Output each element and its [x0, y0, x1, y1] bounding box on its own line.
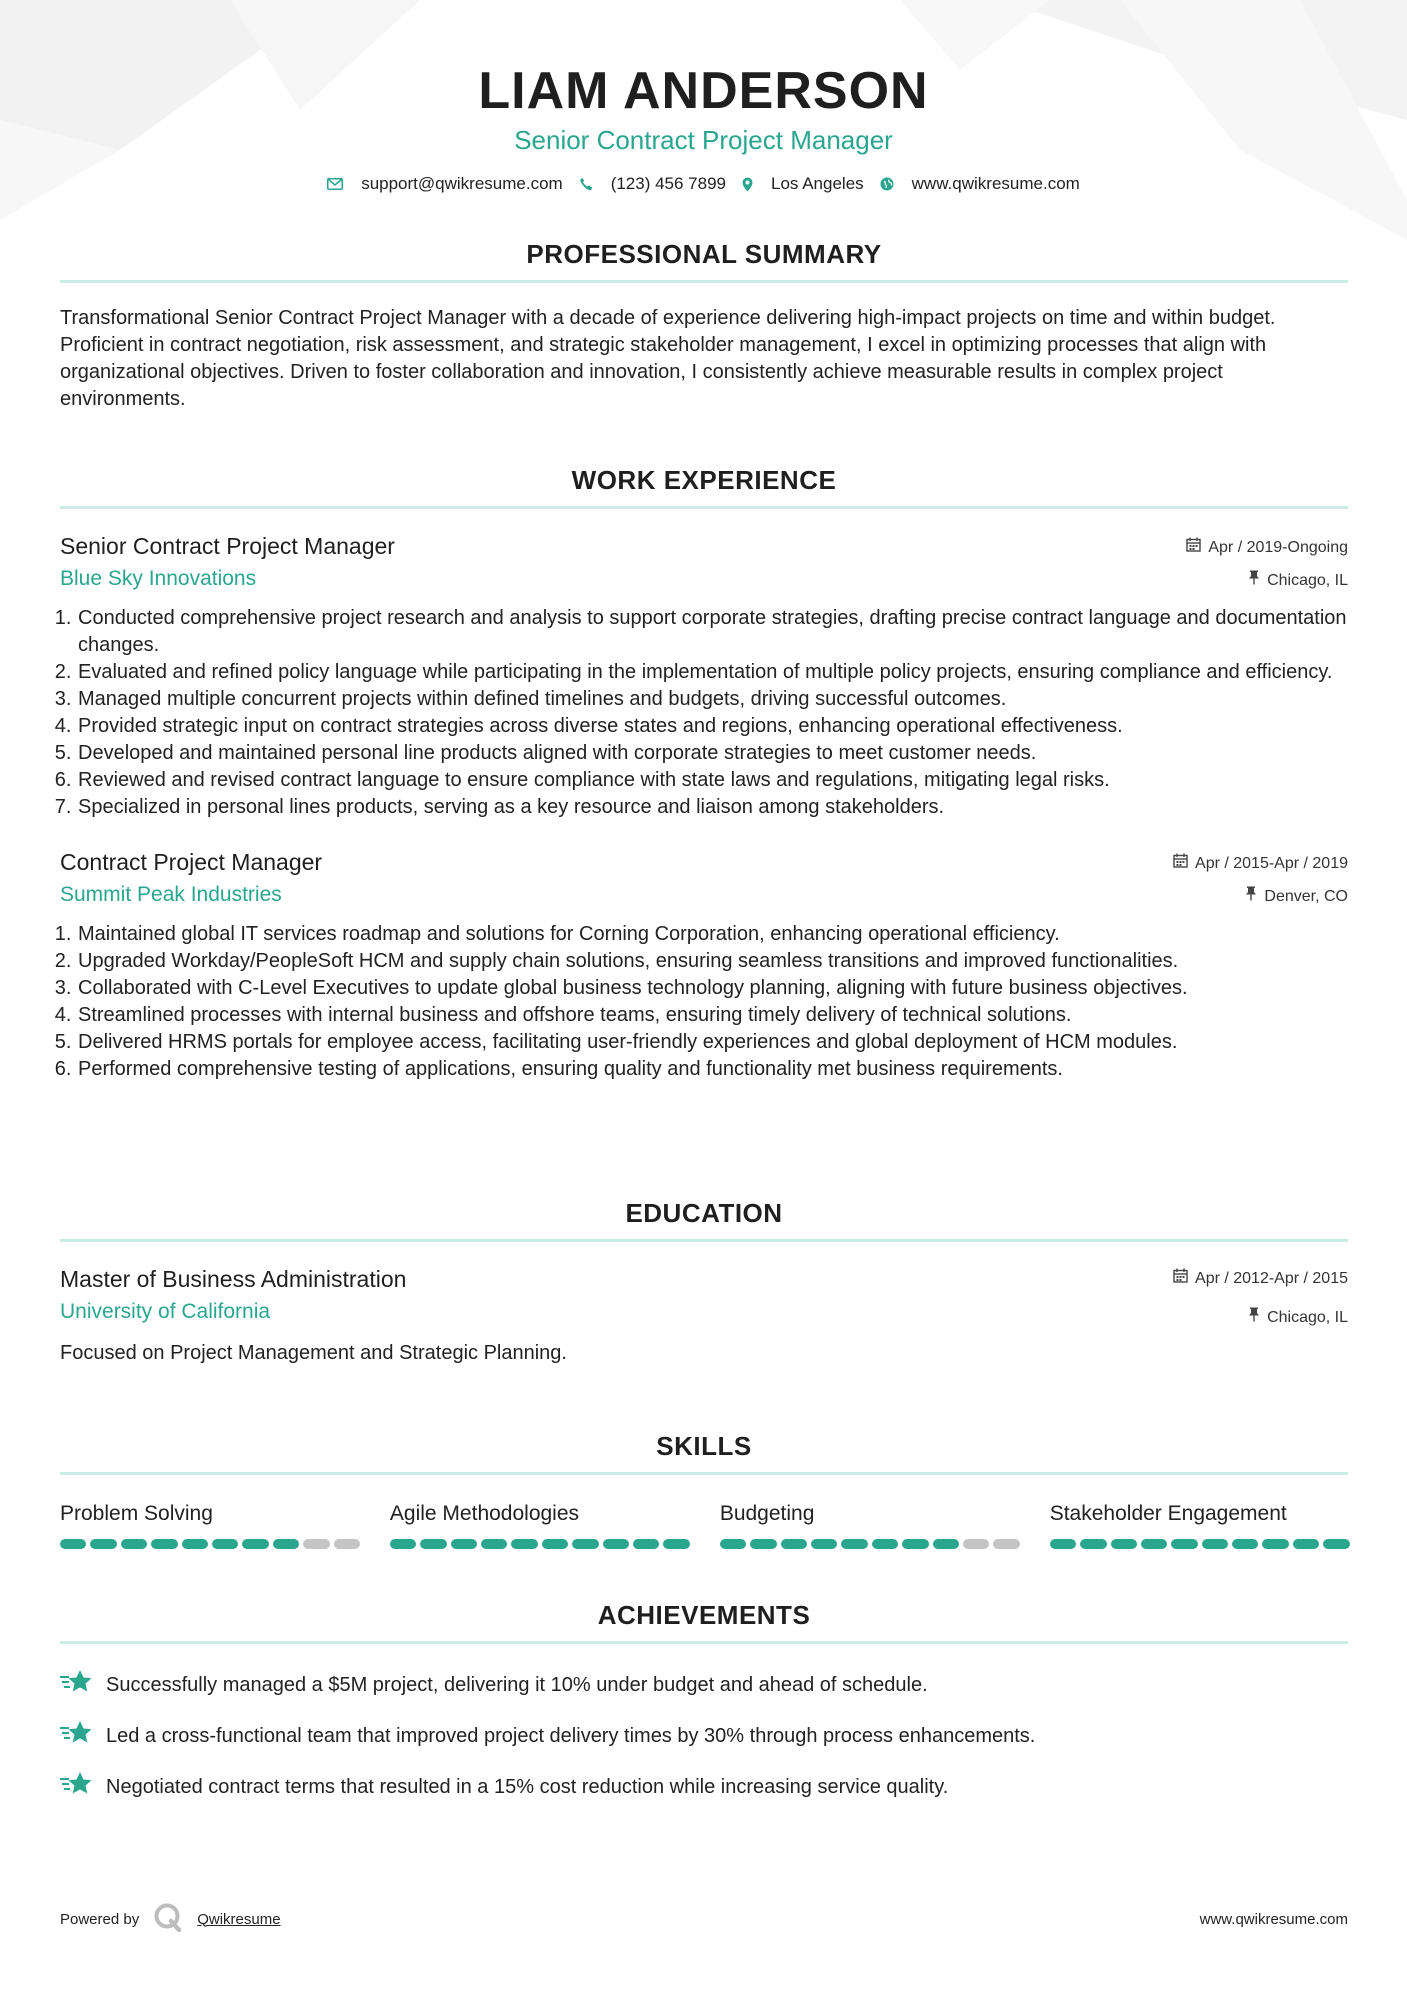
calendar-icon: [1186, 537, 1201, 558]
skill-item: [1050, 1501, 1350, 1549]
education-heading: EDUCATION: [625, 1198, 783, 1228]
skill-dot-empty: [963, 1539, 989, 1549]
skill-dot-filled: [273, 1539, 299, 1549]
skill-dot-filled: [633, 1539, 659, 1549]
skill-dot-filled: [511, 1539, 537, 1549]
pushpin-icon: [1245, 886, 1257, 907]
phone-text: (123) 456 7899: [610, 174, 727, 193]
contact-email[interactable]: [327, 174, 563, 194]
resume-header: [0, 0, 1407, 194]
phone-icon: [579, 177, 593, 191]
section-divider: [60, 506, 1348, 509]
section-divider: [60, 1641, 1348, 1644]
education-location: Chicago, IL: [1267, 1308, 1348, 1326]
achievements-heading: ACHIEVEMENTS: [597, 1600, 811, 1630]
skill-dot-filled: [420, 1539, 446, 1549]
skills-list: [60, 1501, 1348, 1549]
skill-name: Stakeholder Engagement: [1049, 1502, 1287, 1525]
skill-dot-filled: [1141, 1539, 1167, 1549]
list-item: 2. Upgraded Workday/PeopleSoft HCM and supply chain solutions, ensuring seamless transitions and improved functionalities.: [77, 948, 1348, 975]
job-dates: Apr / 2015-Apr / 2019: [1195, 854, 1348, 872]
skill-name: Agile Methodologies: [389, 1502, 580, 1525]
powered-by: [60, 1902, 281, 1936]
list-item: 2. Evaluated and refined policy language while participating in the implementation of multiple policy projects, ensuring compliance and efficiency.: [77, 659, 1348, 686]
skill-dot-filled: [1080, 1539, 1106, 1549]
skill-dot-filled: [1202, 1539, 1228, 1549]
skill-dot-filled: [933, 1539, 959, 1549]
job-entry: [60, 847, 1348, 1083]
achievement-text: Led a cross-functional team that improved project delivery times by 30% through process enhancements.: [106, 1724, 1036, 1747]
qwikresume-logo-icon: [153, 1902, 183, 1936]
contact-bar: [0, 174, 1407, 194]
summary-section: [60, 238, 1348, 413]
list-item: 5. Developed and maintained personal line products aligned with corporate strategies to meet customer needs.: [77, 740, 1348, 767]
list-item: 1. Conducted comprehensive project research and analysis to support corporate strategies, drafting precise contract language and documentation changes.: [77, 605, 1348, 659]
skill-dot-empty: [993, 1539, 1019, 1549]
list-item: 5. Delivered HRMS portals for employee access, facilitating user-friendly experiences and global deployment of HCM modules.: [77, 1029, 1348, 1056]
star-icon: [60, 1770, 92, 1803]
skill-dot-filled: [1050, 1539, 1076, 1549]
star-icon: [60, 1668, 92, 1701]
pushpin-icon: [1248, 1307, 1260, 1328]
skill-dot-filled: [663, 1539, 689, 1549]
skill-dot-filled: [451, 1539, 477, 1549]
experience-heading: WORK EXPERIENCE: [571, 465, 837, 495]
skill-dot-filled: [902, 1539, 928, 1549]
skill-dot-filled: [572, 1539, 598, 1549]
job-bullets: [60, 605, 1348, 821]
job-title: Senior Contract Project Manager: [60, 533, 395, 559]
skill-dot-filled: [151, 1539, 177, 1549]
company-name: Summit Peak Industries: [60, 883, 282, 906]
skill-item: [60, 1501, 360, 1549]
skill-dot-filled: [90, 1539, 116, 1549]
contact-website[interactable]: [880, 174, 1080, 194]
degree-title: Master of Business Administration: [60, 1266, 407, 1292]
calendar-icon: [1173, 1268, 1188, 1289]
job-location: Denver, CO: [1264, 887, 1348, 905]
skill-dot-filled: [750, 1539, 776, 1549]
summary-text: Transformational Senior Contract Project Manager with a decade of experience delivering high-impact projects on time and within budget. Proficient in contract negotiation, risk assessment, and strategic stakeholder management, I excel in optimizing processes that align with organizational objectives. Driven to foster collaboration and innovation, I consistently achieve measurable results in complex project environments.: [60, 307, 1276, 410]
powered-by-label: Powered by: [60, 1910, 140, 1928]
job-bullets: [60, 921, 1348, 1083]
envelope-icon: [327, 178, 343, 190]
list-item: 4. Provided strategic input on contract strategies across diverse states and regions, enhancing operational effectiveness.: [77, 713, 1348, 740]
experience-section: [60, 464, 1348, 1083]
list-item: 4. Streamlined processes with internal business and offshore teams, ensuring timely delivery of technical solutions.: [77, 1002, 1348, 1029]
skill-dot-filled: [603, 1539, 629, 1549]
skill-dot-empty: [303, 1539, 329, 1549]
skill-dot-filled: [390, 1539, 416, 1549]
skills-heading: SKILLS: [656, 1431, 752, 1461]
skill-dot-filled: [720, 1539, 746, 1549]
achievement-item: [60, 1770, 1348, 1803]
skill-dot-filled: [542, 1539, 568, 1549]
email-text: support@qwikresume.com: [361, 174, 563, 193]
map-pin-icon: [742, 177, 753, 192]
skill-dot-filled: [121, 1539, 147, 1549]
skill-dot-filled: [1323, 1539, 1349, 1549]
skill-dot-filled: [1262, 1539, 1288, 1549]
achievement-item: [60, 1668, 1348, 1701]
skill-dot-filled: [1293, 1539, 1319, 1549]
list-item: 7. Specialized in personal lines products, serving as a key resource and liaison among stakeholders.: [77, 794, 1348, 821]
achievement-text: Negotiated contract terms that resulted in a 15% cost reduction while increasing service quality.: [106, 1775, 949, 1798]
skill-dot-filled: [811, 1539, 837, 1549]
pushpin-icon: [1248, 570, 1260, 591]
skill-item: [390, 1501, 690, 1549]
skill-dot-filled: [212, 1539, 238, 1549]
company-name: Blue Sky Innovations: [60, 567, 257, 590]
contact-location: [742, 174, 864, 194]
education-entry: [60, 1264, 1348, 1367]
list-item: 6. Performed comprehensive testing of applications, ensuring quality and functionality met business requirements.: [77, 1056, 1348, 1083]
section-divider: [60, 1472, 1348, 1475]
skill-level-meter: [720, 1539, 1020, 1549]
website-text: www.qwikresume.com: [911, 174, 1080, 193]
skill-name: Problem Solving: [60, 1502, 213, 1525]
list-item: 3. Managed multiple concurrent projects within defined timelines and budgets, driving successful outcomes.: [77, 686, 1348, 713]
skill-level-meter: [1050, 1539, 1350, 1549]
section-divider: [60, 280, 1348, 283]
footer-website[interactable]: www.qwikresume.com: [1199, 1910, 1348, 1928]
skill-dot-filled: [1171, 1539, 1197, 1549]
achievements-section: [60, 1599, 1348, 1803]
skill-level-meter: [390, 1539, 690, 1549]
education-description: Focused on Project Management and Strategic Planning.: [60, 1342, 567, 1364]
skill-dot-filled: [1111, 1539, 1137, 1549]
section-divider: [60, 1239, 1348, 1242]
page-footer: [60, 1902, 1348, 1936]
achievement-item: [60, 1719, 1348, 1752]
education-section: [60, 1197, 1348, 1367]
star-icon: [60, 1719, 92, 1752]
job-title: Contract Project Manager: [60, 849, 323, 875]
skill-dot-empty: [334, 1539, 360, 1549]
candidate-title: Senior Contract Project Manager: [514, 125, 893, 155]
summary-heading: PROFESSIONAL SUMMARY: [526, 239, 882, 269]
contact-phone[interactable]: [579, 174, 726, 194]
skill-dot-filled: [841, 1539, 867, 1549]
list-item: 3. Collaborated with C-Level Executives to update global business technology planning, aligning with future business objectives.: [77, 975, 1348, 1002]
skills-section: [60, 1430, 1348, 1549]
skill-dot-filled: [1232, 1539, 1258, 1549]
skill-dot-filled: [242, 1539, 268, 1549]
achievement-text: Successfully managed a $5M project, delivering it 10% under budget and ahead of schedule.: [106, 1673, 928, 1696]
skill-dot-filled: [481, 1539, 507, 1549]
brand-link[interactable]: Qwikresume: [197, 1910, 281, 1928]
candidate-name: LIAM ANDERSON: [478, 62, 929, 120]
skill-dot-filled: [872, 1539, 898, 1549]
job-dates: Apr / 2019-Ongoing: [1208, 538, 1348, 556]
location-text: Los Angeles: [771, 174, 864, 193]
skill-dot-filled: [60, 1539, 86, 1549]
job-entry: [60, 531, 1348, 821]
skill-level-meter: [60, 1539, 360, 1549]
education-dates: Apr / 2012-Apr / 2015: [1195, 1269, 1348, 1287]
skill-dot-filled: [781, 1539, 807, 1549]
calendar-icon: [1173, 853, 1188, 874]
school-name: University of California: [60, 1300, 271, 1323]
globe-icon: [880, 177, 894, 191]
list-item: 6. Reviewed and revised contract language to ensure compliance with state laws and regulations, mitigating legal risks.: [77, 767, 1348, 794]
job-location: Chicago, IL: [1267, 571, 1348, 589]
list-item: 1. Maintained global IT services roadmap and solutions for Corning Corporation, enhancing operational efficiency.: [77, 921, 1348, 948]
skill-item: [720, 1501, 1020, 1549]
skill-name: Budgeting: [719, 1502, 815, 1525]
skill-dot-filled: [182, 1539, 208, 1549]
